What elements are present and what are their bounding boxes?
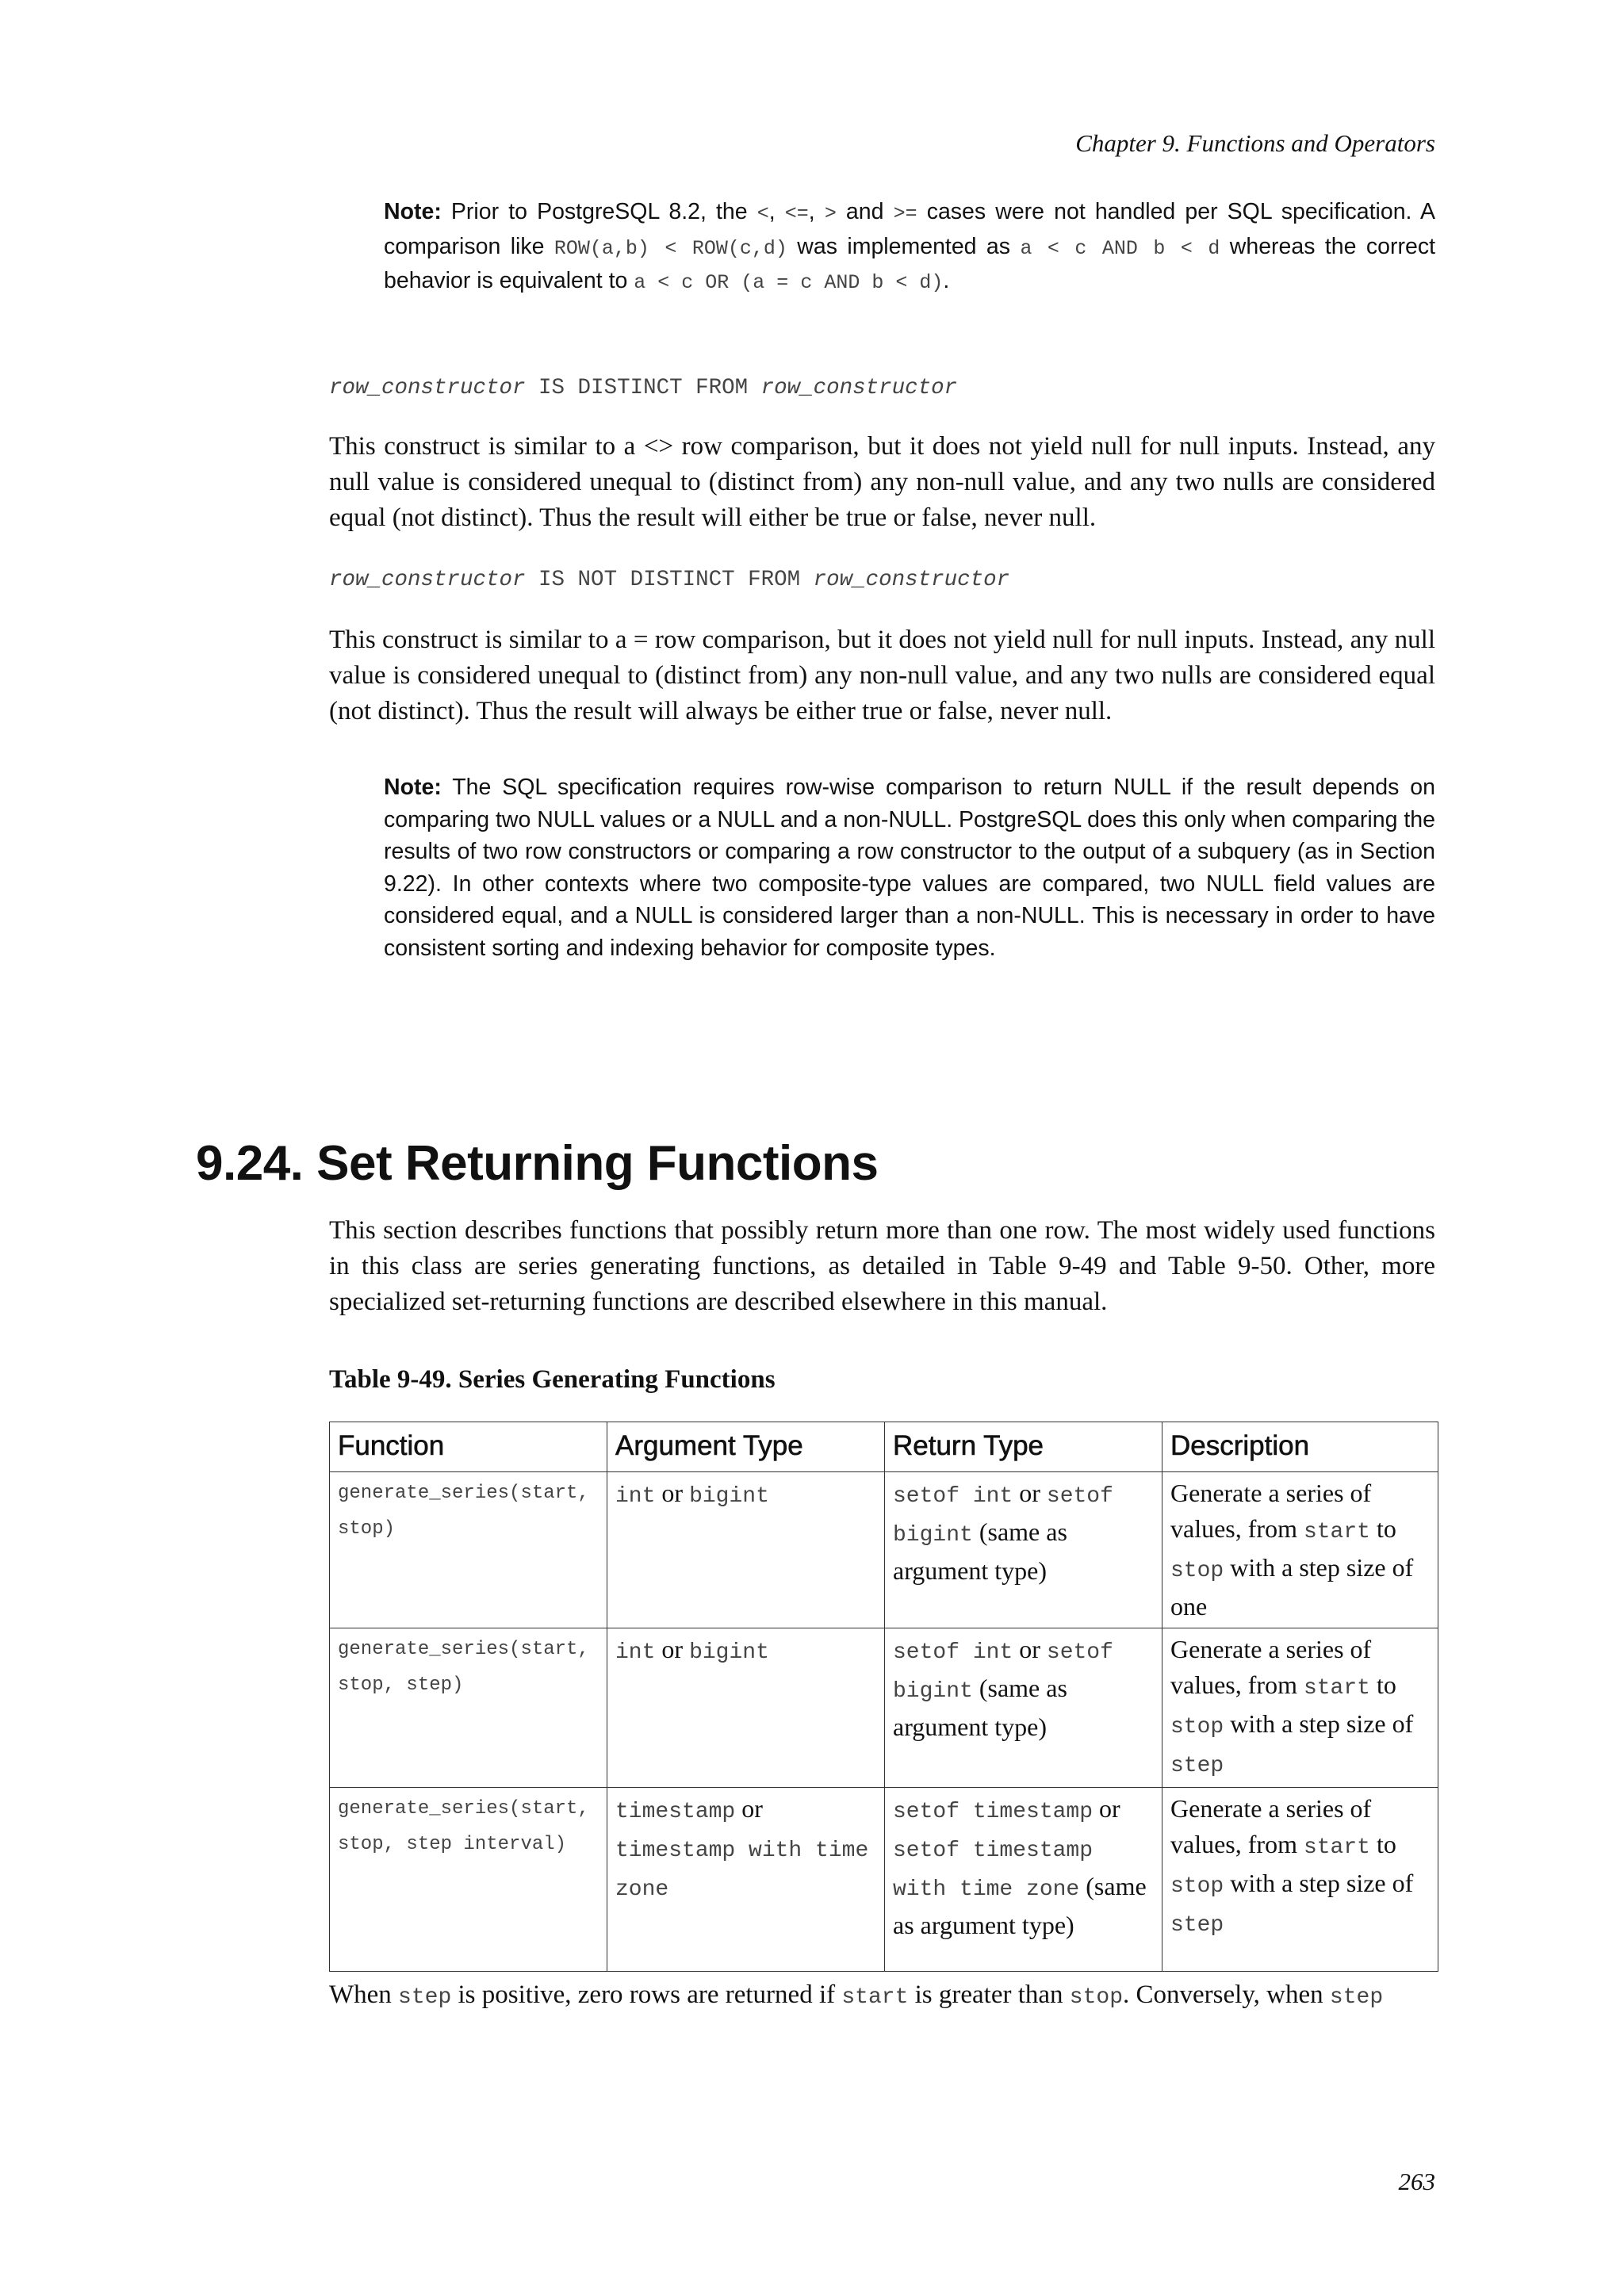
paragraph-is-distinct-from: This construct is similar to a <> row comparison, but it does not yield null for null inputs. Instead, any null value is considered unequal to (distinct from) any non-null value, and any two nulls are considered equal (not distinct). Thus the result will either be true or false, never null. bbox=[329, 432, 1435, 532]
function-cell: generate_series(start, stop, step interval) bbox=[330, 1788, 607, 1972]
argument-type-cell: int or bigint bbox=[607, 1628, 885, 1788]
note-sql-null-comparison: Note: The SQL specification requires row-wise comparison to return NULL if the result depends on comparing two NULL values or a NULL and a non-NULL. PostgreSQL does this only when comparing the results of two row constructors or comparing a row constructor to the output of a subquery (as in Section 9.22). In other contexts where two composite-type values are compared, two NULL field values are considered equal, and a NULL is considered larger than a non-NULL. This is necessary in order to have consistent sorting and indexing behavior for composite types. bbox=[384, 775, 1435, 961]
column-header-return-type: Return Type bbox=[885, 1422, 1162, 1472]
description-cell: Generate a series of values, from start to stop with a step size of step bbox=[1162, 1788, 1438, 1972]
syntax-is-distinct-from: row_constructor IS DISTINCT FROM row_constructor bbox=[329, 376, 958, 400]
note-row-comparison-history: Note: Prior to PostgreSQL 8.2, the <, <=, > and >= cases were not handled per SQL specification. A comparison like ROW(a,b) < ROW(c,d) was implemented as a < c AND b < d whereas the correct behavior is equivalent to a < c OR (a = c AND b < d). bbox=[384, 199, 1436, 294]
note-label: Note: bbox=[384, 199, 442, 224]
description-cell: Generate a series of values, from start to stop with a step size of step bbox=[1162, 1628, 1438, 1788]
return-type-cell: setof int or setof bigint (same as argument type) bbox=[885, 1472, 1162, 1628]
table-row bbox=[330, 1788, 1438, 1972]
section-intro-paragraph: This section describes functions that possibly return more than one row. The most widely used functions in this class are series generating functions, as detailed in Table 9-49 and Table 9-50. Other, more specialized set-returning functions are described elsewhere in this manual. bbox=[329, 1216, 1435, 1316]
running-header: Chapter 9. Functions and Operators bbox=[1075, 129, 1435, 157]
argument-type-cell: int or bigint bbox=[607, 1472, 885, 1628]
note-label: Note: bbox=[384, 775, 442, 800]
page-number: 263 bbox=[1398, 2168, 1435, 2195]
step-behavior-paragraph: When step is positive, zero rows are returned if start is greater than stop. Conversely, when step bbox=[329, 1980, 1384, 2010]
column-header-description: Description bbox=[1162, 1422, 1438, 1472]
table-row bbox=[330, 1472, 1438, 1628]
return-type-cell: setof int or setof bigint (same as argument type) bbox=[885, 1628, 1162, 1788]
description-cell: Generate a series of values, from start to stop with a step size of one bbox=[1162, 1472, 1438, 1628]
paragraph-is-not-distinct-from: This construct is similar to a = row comparison, but it does not yield null for null inputs. Instead, any null value is considered unequal to (distinct from) any non-null value, and any two nulls are considered equal (not distinct). Thus the result will always be either true or false, never null. bbox=[329, 626, 1435, 725]
argument-type-cell: timestamp or timestamp with time zone bbox=[607, 1788, 885, 1972]
section-title: 9.24. Set Returning Functions bbox=[196, 1136, 879, 1191]
function-cell: generate_series(start, stop, step) bbox=[330, 1628, 607, 1788]
return-type-cell: setof timestamp or setof timestamp with time zone (same as argument type) bbox=[885, 1788, 1162, 1972]
syntax-is-not-distinct-from: row_constructor IS NOT DISTINCT FROM row_constructor bbox=[329, 568, 1010, 592]
series-generating-functions-table bbox=[329, 1422, 1438, 1972]
table-caption: Table 9-49. Series Generating Functions bbox=[329, 1365, 776, 1394]
column-header-function: Function bbox=[330, 1422, 607, 1472]
function-cell: generate_series(start, stop) bbox=[330, 1472, 607, 1628]
table-row bbox=[330, 1628, 1438, 1788]
column-header-argument-type: Argument Type bbox=[607, 1422, 885, 1472]
table-header-row bbox=[330, 1422, 1438, 1472]
